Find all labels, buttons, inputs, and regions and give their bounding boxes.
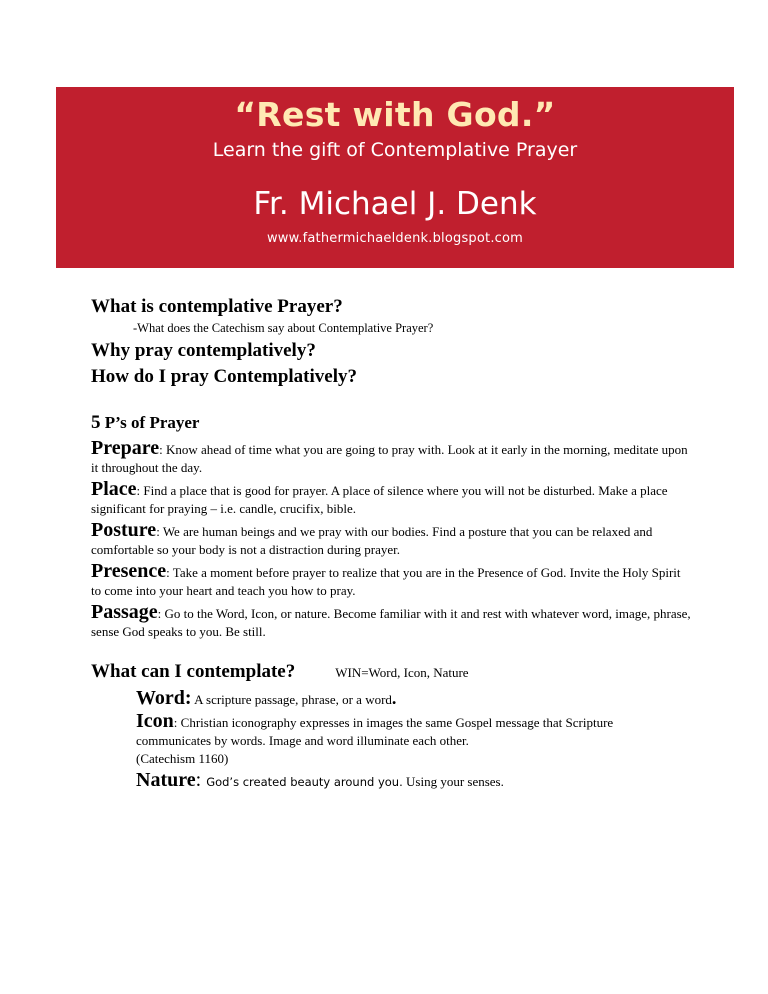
document-body [91, 294, 691, 791]
five-ps-number: 5 [91, 412, 101, 433]
win-text: A scripture passage, phrase, or a word [191, 692, 392, 707]
five-ps-title: P’s of Prayer [100, 413, 200, 432]
blog-url: www.fathermichaeldenk.blogspot.com [266, 231, 524, 246]
win-item-icon [136, 712, 691, 768]
win-text-b: Using your senses. [402, 774, 504, 789]
p-item-posture [91, 521, 691, 559]
win-dot: . [391, 688, 397, 708]
win-item-nature [136, 771, 691, 791]
banner-title: “Rest with God.” [234, 95, 556, 134]
win-text: : Christian iconography expresses in images the same Gospel message that Scripture communicates by words. Image and word illuminate each other. [136, 715, 614, 748]
p-term: Passage [91, 601, 158, 623]
banner-subtitle: Learn the gift of Contemplative Prayer [212, 139, 578, 161]
win-term: Word: [136, 687, 192, 709]
contemplate-title: What can I contemplate? [91, 661, 296, 682]
p-item-prepare [91, 439, 691, 477]
p-item-passage [91, 603, 691, 641]
question-what-sub: -What does the Catechism say about Contemplative Prayer? [133, 321, 434, 335]
author-name: Fr. Michael J. Denk [253, 186, 537, 222]
win-colon: : [195, 769, 207, 791]
p-term: Place [91, 478, 137, 500]
p-text: : Go to the Word, Icon, or nature. Become familiar with it and rest with whatever word, image, phrase, sense God speaks to you. Be still. [91, 606, 691, 639]
win-term: Icon [136, 710, 174, 732]
p-item-place [91, 480, 691, 518]
p-text: : We are human beings and we pray with our bodies. Find a posture that you can be relaxed and comfortable so your body is not a distraction during prayer. [91, 524, 653, 557]
win-term: Nature [136, 769, 196, 791]
header-banner [56, 87, 734, 268]
contemplate-heading [91, 659, 691, 686]
question-why: Why pray contemplatively? [91, 340, 316, 361]
question-how: How do I pray Contemplatively? [91, 366, 357, 387]
catechism-citation: (Catechism 1160) [136, 751, 229, 766]
win-note: WIN=Word, Icon, Nature [335, 665, 469, 680]
win-item-word [136, 689, 691, 709]
p-term: Posture [91, 519, 157, 541]
p-text: : Know ahead of time what you are going to pray with. Look at it early in the morning, meditate upon it throughout the day. [91, 442, 688, 475]
p-item-presence [91, 562, 691, 600]
win-text: God’s created beauty around you. [206, 775, 403, 789]
p-term: Prepare [91, 437, 160, 459]
p-term: Presence [91, 560, 167, 582]
five-ps-heading [91, 410, 691, 436]
p-text: : Take a moment before prayer to realize that you are in the Presence of God. Invite the Holy Spirit to come into your heart and teach you how to pray. [91, 565, 681, 598]
question-what: What is contemplative Prayer? [91, 296, 343, 317]
p-text: : Find a place that is good for prayer. A place of silence where you will not be disturbed. Make a place significant for praying – i.e. candle, crucifix, bible. [91, 483, 668, 516]
